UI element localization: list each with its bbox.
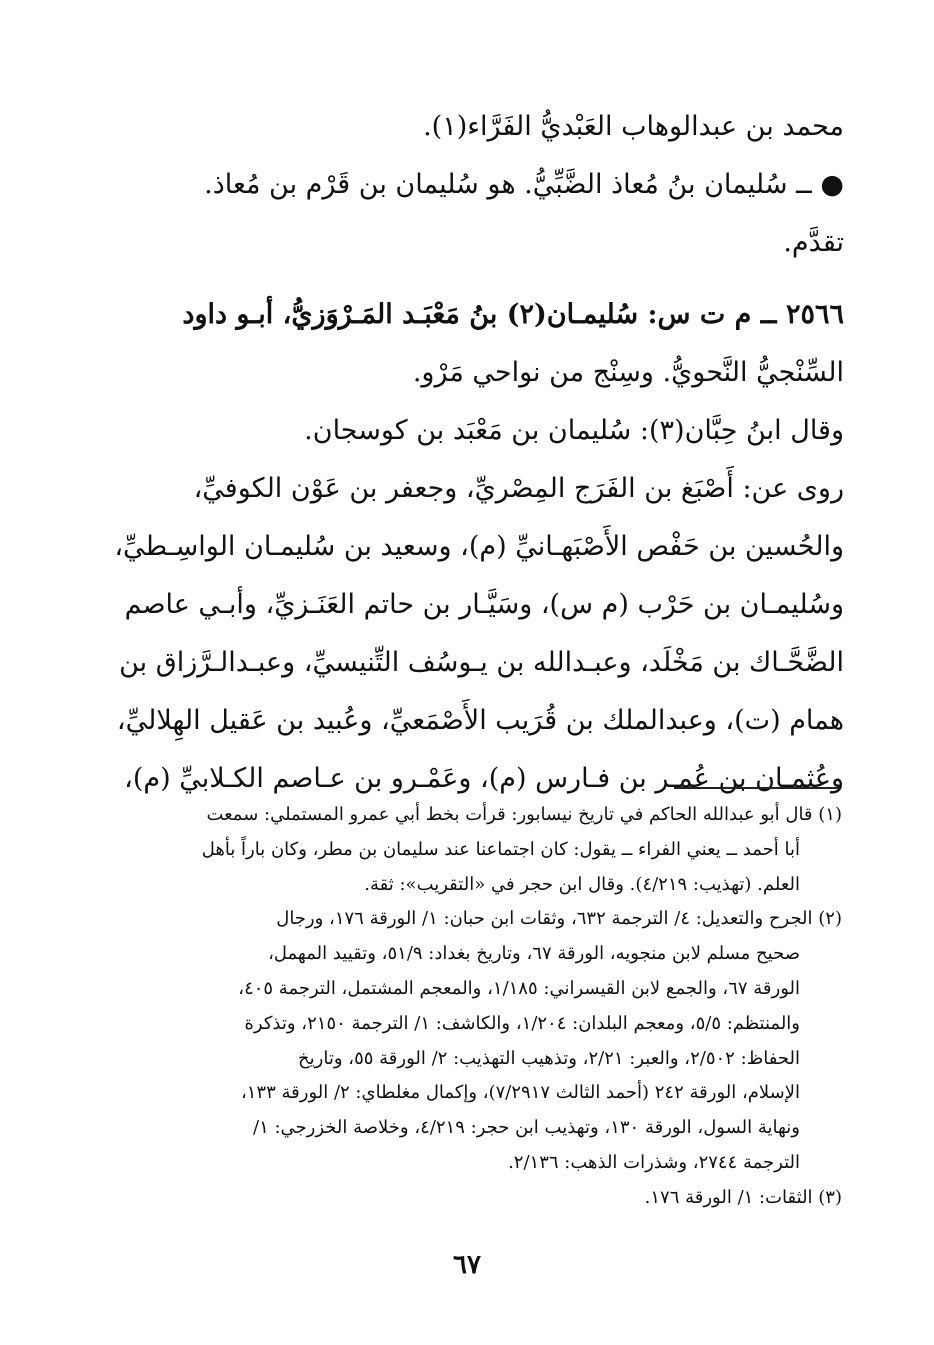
entry-heading-line: ٢٥٦٦ ــ م ت س: سُليمـان(٢) بنُ مَعْبَـد المَـرْوَزيُّ، أبـو داود [182, 299, 844, 330]
text-line: ● ــ سُليمان بنُ مُعاذ الضَّبِّيُّ. هو سُليمان بن قَرْم بن مُعاذ. [204, 169, 844, 200]
text-line: والحُسين بن حَفْص الأَصْبَهـانيِّ (م)، وسعيد بن سُليمـان الواسِـطيِّ، [114, 531, 844, 562]
footnote-divider [674, 787, 840, 789]
footnote-line: أبا أحمد ــ يعني الفراء ــ يقول: كان اجتماعنا عند سليمان بن مطر، وكان باراً بأهل [201, 838, 800, 860]
paragraph-gap [90, 272, 844, 286]
text-line: تقدَّم. [783, 227, 844, 258]
main-text [90, 98, 844, 808]
text-line: وسُليمـان بن حَرْب (م س)، وسَيَّـار بن حاتم العَنَـزيِّ، وأبـي عاصم [124, 589, 844, 620]
footnote-line: صحيح مسلم لابن منجويه، الورقة ٦٧، وتاريخ بغداد: ٥١/٩، وتقييد المهمل، [268, 943, 800, 965]
footnote-line: الورقة ٦٧، والجمع لابن القيسراني: ١/١٨٥، والمعجم المشتمل، الترجمة ٤٠٥، [238, 977, 800, 999]
text-line: السِّنْجيُّ النَّحويُّ. وسِنْج من نواحي مَرْو. [412, 357, 844, 388]
text-line: همام (ت)، وعبدالملك بن قُرَيب الأَصْمَعيِّ، وعُبيد بن عَقيل الهِلاليِّ، [116, 705, 844, 736]
footnote-line: الإسلام، الورقة ٢٤٢ (أحمد الثالث ٧/٢٩١٧)، وإكمال مغلطاي: ٢/ الورقة ١٣٣، [240, 1082, 800, 1104]
footnote-line: الحفاظ: ٢/٥٠٢، والعبر: ٢/٢١، وتذهيب التهذيب: ٢/ الورقة ٥٥، وتاريخ [298, 1047, 800, 1069]
footnote-line: ونهاية السول، الورقة ١٣٠، وتهذيب ابن حجر: ٤/٢١٩، وخلاصة الخزرجي: ١/ [253, 1117, 800, 1139]
footnote-line: (٣) الثقات: ١/ الورقة ١٧٦. [644, 1186, 842, 1208]
footnote-line: العلم. (تهذيب: ٤/٢١٩). وقال ابن حجر في «التقريب»: ثقة. [364, 873, 800, 895]
text-line: محمد بن عبدالوهاب العَبْديُّ الفَرَّاء(١). [423, 111, 844, 142]
page-number: ٦٧ [453, 1250, 481, 1280]
text-line: روى عن: أَصْبَغ بن الفَرَج المِصْريِّ، وجعفر بن عَوْن الكوفيِّ، [193, 473, 844, 504]
text-line: وقال ابنُ حِبَّان(٣): سُليمان بن مَعْبَد بن كوسجان. [304, 415, 844, 446]
footnote-line: والمنتظم: ٥/٥، ومعجم البلدان: ١/٢٠٤، والكاشف: ١/ الترجمة ٢١٥٠، وتذكرة [244, 1012, 800, 1034]
footnote-line: (١) قال أبو عبدالله الحاكم في تاريخ نيسابور: قرأت بخط أبي عمرو المستملي: سمعت [206, 804, 842, 825]
footnote-line: الترجمة ٢٧٤٤، وشذرات الذهب: ٢/١٣٦. [508, 1151, 800, 1173]
text-line: وعُثمـان بن عُمـر بن فـارس (م)، وعَمْـرو بن عـاصم الكـلابيِّ (م)، [124, 763, 844, 794]
footnote-line: (٢) الجرح والتعديل: ٤/ الترجمة ٦٣٢، وثقات ابن حبان: ١/ الورقة ١٧٦، ورجال [276, 908, 842, 930]
text-line: الضَّحَّـاك بن مَخْلَد، وعبـدالله بن يـوسُف التِّنيسيِّ، وعبـدالـرَّزاق بن [119, 647, 844, 678]
footnotes [88, 798, 842, 1216]
